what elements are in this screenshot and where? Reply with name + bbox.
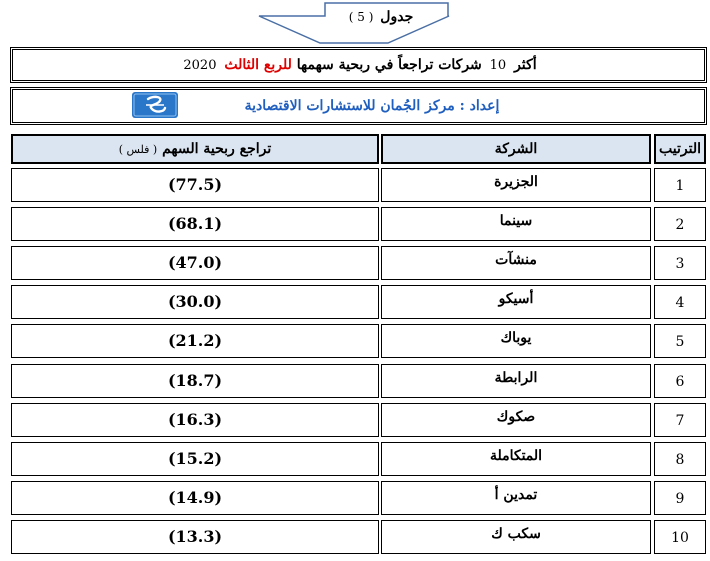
row-4-decline-value: (30.0) (11, 285, 379, 319)
row-7-decline-value: (16.3) (11, 403, 379, 437)
row-1-company: الجزيرة (381, 168, 651, 202)
row-5-rank: 5 (654, 324, 706, 358)
page-title (13, 57, 704, 73)
title-year: 2020 (183, 58, 217, 73)
row-2-rank: 2 (654, 207, 706, 241)
row-10-decline-value: (13.3) (11, 520, 379, 554)
title-period: للربع الثالث (224, 57, 292, 73)
table-label-number: ( 5 ) (348, 10, 374, 24)
row-7-company: صكوك (381, 403, 651, 437)
header-decline-label: تراجع ربحية السهم (157, 141, 272, 157)
aljuman-logo-icon (132, 92, 178, 118)
row-9-rank: 9 (654, 481, 706, 515)
row-3-decline-value: (47.0) (11, 246, 379, 280)
row-3-company: منشآت (381, 246, 651, 280)
row-6-decline-value: (18.7) (11, 364, 379, 398)
title-box (10, 47, 707, 83)
row-8-rank: 8 (654, 442, 706, 476)
row-7-rank: 7 (654, 403, 706, 437)
header-decline-unit: ( فلس ) (118, 143, 158, 156)
row-5-company: يوباك (381, 324, 651, 358)
table-label-word: جدول (380, 9, 414, 25)
title-count: 10 (489, 58, 507, 73)
row-8-company: المتكاملة (381, 442, 651, 476)
row-10-company: سكب ك (381, 520, 651, 554)
header-company: الشركة (381, 134, 651, 164)
row-10-rank: 10 (654, 520, 706, 554)
row-9-company: تمدين أ (381, 481, 651, 515)
row-5-decline-value: (21.2) (11, 324, 379, 358)
row-4-company: أسيكو (381, 285, 651, 319)
row-1-rank: 1 (654, 168, 706, 202)
row-9-decline-value: (14.9) (11, 481, 379, 515)
row-6-rank: 6 (654, 364, 706, 398)
credit-line: إعداد : مركز الجُمان للاستشارات الاقتصادية (244, 98, 500, 114)
row-8-decline-value: (15.2) (11, 442, 379, 476)
credit-box (10, 87, 707, 125)
row-6-company: الرابطة (381, 364, 651, 398)
row-4-rank: 4 (654, 285, 706, 319)
row-2-decline-value: (68.1) (11, 207, 379, 241)
row-1-decline-value: (77.5) (11, 168, 379, 202)
title-middle: شركات تراجعاً في ربحية سهمها (296, 57, 482, 73)
row-3-rank: 3 (654, 246, 706, 280)
header-decline (11, 134, 379, 164)
table-label (320, 9, 440, 29)
title-prefix: أكثر (514, 57, 537, 73)
header-rank: الترتيب (654, 134, 706, 164)
row-2-company: سينما (381, 207, 651, 241)
